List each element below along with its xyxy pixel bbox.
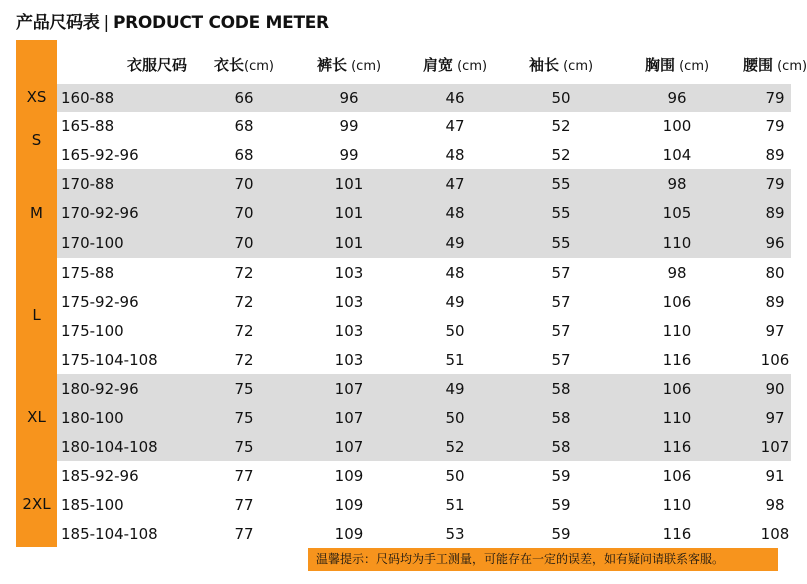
measurement-cell: 103 [334,263,364,282]
table-header [57,40,807,84]
column-header-label: 肩宽 [422,56,453,74]
measurement-cell: 50 [445,466,465,485]
measurement-cell: 109 [334,525,364,544]
size-group [57,84,791,112]
measurement-cell: 72 [234,292,254,311]
measurement-cell: 48 [445,145,465,164]
column-header-3 [423,54,487,75]
column-header-unit: (cm) [772,59,807,74]
measurement-cell: 101 [334,204,364,223]
column-header-unit: (cm) [452,59,488,74]
table-row [57,432,791,461]
measurement-cell: 47 [445,174,465,193]
measurement-cell: 106 [662,466,692,485]
measurement-cell: 48 [445,263,465,282]
size-code-cell: 165-88 [61,117,115,136]
table-row [57,84,791,112]
measurement-cell: 59 [551,495,571,514]
measurement-cell: 104 [662,145,692,164]
measurement-cell: 49 [445,234,465,253]
size-label: M [30,203,43,222]
size-label: XS [26,88,47,106]
measurement-cell: 107 [334,408,364,427]
measurement-cell: 103 [334,292,364,311]
size-group [57,169,791,258]
measurement-cell: 116 [662,437,692,456]
table-row [57,199,791,229]
measurement-cell: 107 [334,379,364,398]
measurement-cell: 48 [445,204,465,223]
table-row [57,345,791,374]
measurement-cell: 50 [445,408,465,427]
table-row [57,374,791,403]
size-label: 2XL [22,495,51,513]
measurement-cell: 52 [551,145,571,164]
measurement-cell: 101 [334,174,364,193]
table-row [57,112,791,141]
measurement-cell: 110 [662,495,692,514]
table-row [57,461,791,490]
measurement-cell: 77 [234,525,254,544]
measurement-cell: 72 [234,321,254,340]
size-code-cell: 185-100 [61,495,124,514]
column-header-label: 裤长 [316,56,347,74]
measurement-cell: 97 [765,408,785,427]
measurement-cell: 96 [339,89,359,107]
size-group [57,258,791,374]
measurement-cell: 75 [234,408,254,427]
measurement-cell: 72 [234,263,254,282]
measurement-cell: 52 [551,117,571,136]
size-table [16,40,807,547]
measurement-cell: 80 [765,263,785,282]
column-header-label: 胸围 [644,56,675,74]
table-row [57,228,791,258]
measurement-cell: 50 [551,89,571,107]
column-header-2 [317,54,381,75]
size-code-cell: 170-92-96 [61,204,139,223]
column-header-6 [743,54,807,75]
measurement-cell: 106 [760,350,790,369]
measurement-cell: 79 [765,117,785,136]
table-row [57,403,791,432]
size-code-cell: 175-88 [61,263,115,282]
size-code-cell: 175-92-96 [61,292,139,311]
size-code-cell: 170-88 [61,174,115,193]
size-code-cell: 175-100 [61,321,124,340]
measurement-cell: 57 [551,263,571,282]
measurement-cell: 116 [662,525,692,544]
title-cn: 产品尺码表 [16,13,100,33]
column-header-unit: (cm) [244,59,274,74]
measurement-cell: 57 [551,350,571,369]
measurement-cell: 55 [551,204,571,223]
measurement-cell: 109 [334,466,364,485]
measurement-cell: 90 [765,379,785,398]
measurement-cell: 75 [234,437,254,456]
measurement-cell: 49 [445,379,465,398]
size-code-cell: 165-92-96 [61,145,139,164]
size-label: L [32,306,41,324]
measurement-cell: 110 [662,408,692,427]
size-code-cell: 185-92-96 [61,466,139,485]
table-row [57,287,791,316]
measurement-cell: 57 [551,292,571,311]
measurement-cell: 96 [667,89,687,107]
size-code-cell: 160-88 [61,89,115,107]
measurement-cell: 108 [760,525,790,544]
column-header-0 [127,54,187,75]
measurement-cell: 57 [551,321,571,340]
measurement-cell: 89 [765,292,785,311]
measurement-cell: 52 [445,437,465,456]
column-header-label: 衣服尺码 [126,56,188,74]
measurement-cell: 55 [551,234,571,253]
column-header-1 [214,54,274,75]
measurement-cell: 79 [765,174,785,193]
table-row [57,316,791,345]
column-header-label: 腰围 [742,56,773,74]
measurement-cell: 89 [765,145,785,164]
title-en: PRODUCT CODE METER [112,13,329,33]
measurement-cell: 98 [765,495,785,514]
measurement-cell: 110 [662,234,692,253]
measurement-cell: 107 [334,437,364,456]
measurement-cell: 101 [334,234,364,253]
measurement-cell: 51 [445,350,465,369]
measurement-cell: 58 [551,379,571,398]
title-separator: | [103,13,109,33]
measurement-cell: 79 [765,89,785,107]
measurement-cell: 53 [445,525,465,544]
measurement-cell: 50 [445,321,465,340]
size-label: XL [27,407,46,426]
size-code-cell: 180-92-96 [61,379,139,398]
measurement-cell: 106 [662,292,692,311]
footnote-banner: 温馨提示：尺码均为手工测量，可能存在一定的误差，如有疑问请联系客服。 [308,548,778,571]
measurement-cell: 96 [765,234,785,253]
size-code-cell: 170-100 [61,234,124,253]
measurement-cell: 91 [765,466,785,485]
size-group [57,112,791,169]
measurement-cell: 99 [339,145,359,164]
measurement-cell: 105 [662,204,692,223]
table-row [57,490,791,519]
page-title [16,8,329,33]
column-header-4 [529,54,593,75]
measurement-cell: 51 [445,495,465,514]
size-code-cell: 175-104-108 [61,350,158,369]
measurement-cell: 98 [667,174,687,193]
measurement-cell: 68 [234,145,254,164]
measurement-cell: 100 [662,117,692,136]
measurement-cell: 58 [551,437,571,456]
measurement-cell: 70 [234,174,254,193]
measurement-cell: 58 [551,408,571,427]
table-row [57,258,791,287]
measurement-cell: 106 [662,379,692,398]
measurement-cell: 46 [445,89,465,107]
measurement-cell: 89 [765,204,785,223]
measurement-cell: 110 [662,321,692,340]
measurement-cell: 103 [334,321,364,340]
measurement-cell: 109 [334,495,364,514]
column-header-label: 袖长 [528,56,559,74]
measurement-cell: 66 [234,89,254,107]
measurement-cell: 116 [662,350,692,369]
measurement-cell: 99 [339,117,359,136]
measurement-cell: 68 [234,117,254,136]
measurement-cell: 47 [445,117,465,136]
size-code-cell: 180-104-108 [61,437,158,456]
measurement-cell: 70 [234,204,254,223]
column-header-label: 衣长 [214,56,245,74]
measurement-cell: 97 [765,321,785,340]
size-group [57,374,791,461]
measurement-cell: 72 [234,350,254,369]
measurement-cell: 77 [234,495,254,514]
measurement-cell: 103 [334,350,364,369]
column-header-unit: (cm) [346,59,382,74]
measurement-cell: 77 [234,466,254,485]
column-header-unit: (cm) [558,59,594,74]
measurement-cell: 59 [551,466,571,485]
size-code-cell: 185-104-108 [61,525,158,544]
table-row [57,169,791,199]
size-group [57,461,791,549]
column-header-unit: (cm) [674,59,710,74]
measurement-cell: 98 [667,263,687,282]
table-row [57,141,791,170]
measurement-cell: 55 [551,174,571,193]
measurement-cell: 75 [234,379,254,398]
size-code-cell: 180-100 [61,408,124,427]
column-header-5 [645,54,709,75]
measurement-cell: 70 [234,234,254,253]
measurement-cell: 49 [445,292,465,311]
size-label: S [31,130,42,149]
measurement-cell: 59 [551,525,571,544]
table-row [57,520,791,549]
measurement-cell: 107 [760,437,790,456]
